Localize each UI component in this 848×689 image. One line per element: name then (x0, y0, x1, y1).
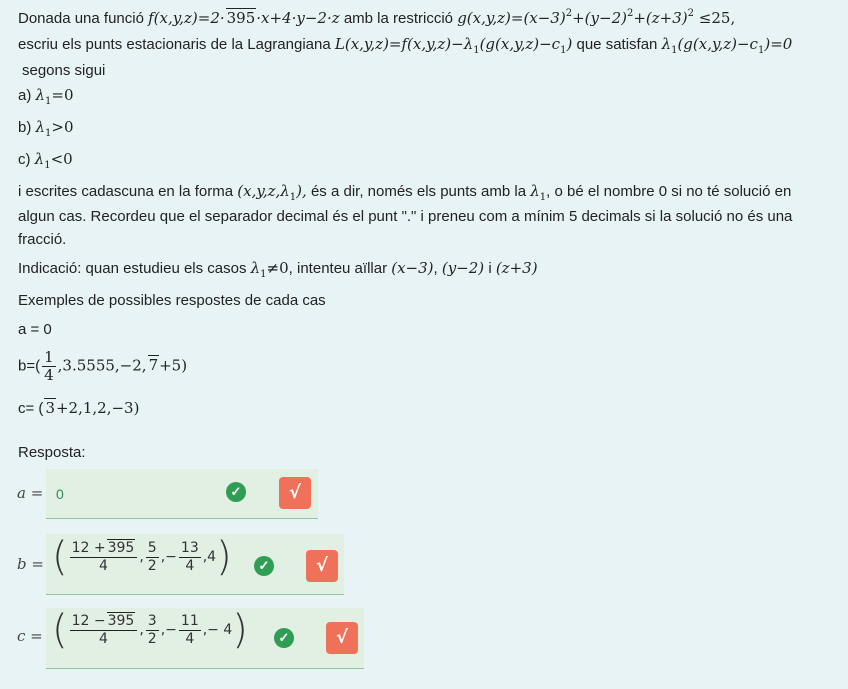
numerator: 3 (147, 612, 157, 629)
text: b=( (18, 357, 41, 375)
subscript: 1 (289, 192, 297, 203)
text: i (484, 260, 496, 277)
denominator: 4 (99, 631, 108, 647)
condition: (g(x,y,z)−c (677, 35, 758, 53)
statement-line-6: fracció. (18, 231, 67, 248)
text: Donada una funció (18, 10, 149, 27)
answer-heading: Resposta: (18, 444, 86, 461)
sqrt-3: 3 (45, 399, 55, 417)
math-editor-button[interactable]: √ (306, 550, 338, 582)
correct-check-icon: ✓ (226, 482, 246, 502)
statement-line-3: segons sigui (22, 62, 106, 79)
denominator: 4 (99, 558, 108, 574)
text: és a dir, només els punts amb la (306, 183, 531, 200)
numerator (70, 539, 138, 558)
sqrt-395: 395 (107, 613, 135, 629)
subscript: 1 (473, 45, 480, 56)
text: c= ( (18, 400, 44, 417)
sqrt-395: 395 (107, 540, 135, 556)
text: +5) (159, 356, 188, 375)
text: , intenteu aïllar (288, 260, 392, 277)
numerator (70, 612, 138, 631)
lambda: λ (250, 259, 261, 277)
lambda: λ (530, 182, 540, 200)
subscript: 1 (45, 96, 52, 107)
subscript: 1 (45, 128, 52, 139)
math-editor-button[interactable]: √ (279, 477, 311, 509)
hint-z: (z+3) (495, 259, 538, 277)
numerator: 1 (44, 348, 54, 366)
subscript: 1 (757, 45, 765, 56)
numerator: 11 (180, 612, 199, 629)
answer-a-label: a = (17, 484, 44, 502)
case-letter: c) (18, 151, 35, 168)
example-b (18, 349, 187, 384)
paren-left: ( (52, 607, 68, 653)
lambda: λ (35, 118, 46, 136)
exponent: 2 (626, 8, 634, 19)
constraint-g: g(x,y,z)=(x−3) (457, 9, 566, 27)
denominator: 2 (147, 630, 157, 647)
sqrt-395: 395 (226, 9, 256, 27)
condition-end: )=0 (764, 35, 793, 53)
case-c (18, 150, 73, 171)
subscript: 1 (560, 45, 567, 56)
case-b (18, 118, 74, 139)
fraction (146, 540, 159, 575)
constraint-g-3: +(z+3) (633, 9, 688, 27)
case-letter: b) (18, 119, 36, 136)
exponent: 2 (565, 8, 573, 19)
fraction (70, 612, 138, 648)
correct-check-icon: ✓ (274, 628, 294, 648)
case-letter: a) (18, 87, 36, 104)
subscript: 1 (44, 160, 51, 171)
relation: ≠0 (266, 259, 289, 277)
subscript: 1 (671, 45, 678, 56)
answer-c-label: c = (17, 627, 43, 645)
subscript: 1 (260, 269, 267, 280)
hint-x: (x−3) (391, 259, 434, 277)
denominator: 2 (147, 557, 157, 574)
paren-right: ) (216, 534, 232, 580)
correct-check-icon: ✓ (254, 556, 274, 576)
answer-c-value[interactable]: ( $\frac{12 - 395}{4}$ , $\frac{3}{2}$ ,− $\frac{11}{4}$ ,− 4) (52, 607, 248, 653)
form-tuple: (x,y,z,λ (237, 182, 290, 200)
hint (18, 259, 538, 280)
answer-b-value[interactable]: ( $\frac{12 + 395}{4}$ , $\frac{5}{2}$ ,− $\frac{13}{4}$ ,4) (52, 534, 232, 580)
examples-heading: Exemples de possibles respostes de cada cas (18, 292, 326, 309)
denominator: 4 (185, 557, 195, 574)
example-a: a = 0 (18, 321, 52, 338)
fraction (70, 539, 138, 575)
denominator: 4 (44, 366, 54, 384)
text: que satisfan (572, 36, 662, 53)
form-tuple-end: ), (296, 182, 307, 200)
text: i escrites cadascuna en la forma (18, 183, 238, 200)
text: +2,1,2,−3) (55, 399, 140, 417)
numerator: 5 (147, 539, 157, 556)
paren-left: ( (52, 534, 68, 580)
answer-b-label: b = (17, 555, 44, 573)
statement-line-5: algun cas. Recordeu que el separador decimal és el punt "." i preneu com a mínim 5 decimals si la solució no és una (18, 208, 793, 225)
lagrangian-rest: (g(x,y,z)−c (479, 35, 561, 53)
hint-y: (y−2) (441, 259, 485, 277)
text: 12 − (71, 613, 106, 629)
constraint-g-2: +(y−2) (572, 9, 627, 27)
text: , o bé el nombre 0 si no té solució en (546, 183, 792, 200)
example-c (18, 398, 139, 417)
text: ,4 (202, 549, 217, 566)
lambda: λ (661, 35, 672, 53)
function-f: f(x,y,z)=2· (148, 9, 225, 27)
fraction (146, 613, 159, 648)
statement-line-4 (18, 182, 791, 203)
paren-right: ) (232, 607, 248, 653)
answer-a-value[interactable]: 0 (56, 486, 64, 502)
text: amb la restricció (339, 10, 458, 27)
text: 12 + (71, 540, 106, 556)
paren: ) (566, 35, 573, 53)
lambda: λ (35, 86, 46, 104)
fraction (42, 349, 56, 384)
constraint-bound: ≤25, (694, 9, 736, 27)
answer-a-field[interactable] (46, 469, 318, 519)
text: escriu els punts estacionaris de la Lagrangiana (18, 36, 335, 53)
lagrangian: L(x,y,z)=f(x,y,z)−λ (334, 35, 474, 53)
text: , (433, 260, 442, 277)
statement-line-2 (18, 35, 792, 56)
fraction (179, 540, 201, 575)
statement-line-1 (18, 8, 735, 27)
denominator: 4 (185, 630, 195, 647)
text: Indicació: quan estudieu els casos (18, 260, 251, 277)
text: ,3.5555,−2, (57, 356, 147, 375)
fraction (179, 613, 201, 648)
function-f-rest: ·x+4·y−2·z (256, 9, 340, 27)
math-editor-button[interactable]: √ (326, 622, 358, 654)
text: ,− (160, 549, 177, 566)
subscript: 1 (539, 192, 547, 203)
sqrt-7: 7 (148, 356, 159, 375)
case-a (18, 86, 74, 107)
text: ,− (160, 622, 177, 639)
lambda: λ (34, 150, 45, 168)
relation: <0 (50, 150, 73, 168)
relation: =0 (51, 86, 74, 104)
text: ,− 4 (202, 622, 233, 639)
relation: >0 (51, 118, 74, 136)
numerator: 13 (180, 539, 199, 556)
exponent: 2 (687, 8, 695, 19)
